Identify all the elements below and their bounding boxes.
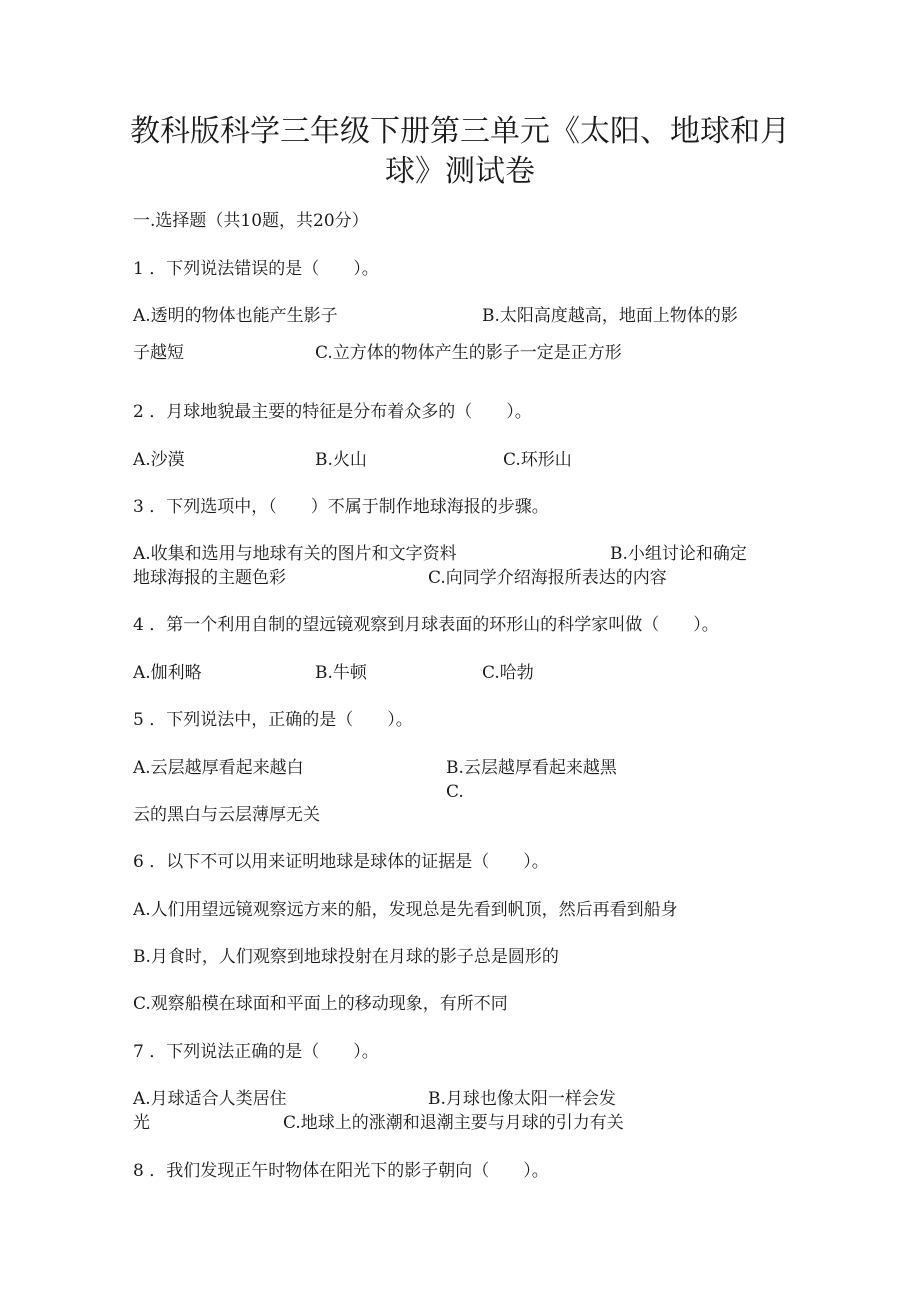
question-6-stem: 6 ．以下不可以用来证明地球是球体的证据是（ ）。 — [133, 852, 549, 872]
question-6-option-c: C.观察船模在球面和平面上的移动现象，有所不同 — [133, 994, 508, 1014]
question-7-option-b-cont: 光 — [133, 1113, 150, 1133]
question-7-option-c: C.地球上的涨潮和退潮主要与月球的引力有关 — [283, 1113, 624, 1133]
question-4-option-b: B.牛顿 — [315, 663, 367, 683]
question-6-option-b: B.月食时，人们观察到地球投射在月球的影子总是圆形的 — [133, 947, 559, 967]
question-1-option-b-cont: 子越短 — [133, 343, 184, 363]
question-2-stem: 2 ．月球地貌最主要的特征是分布着众多的（ ）。 — [133, 402, 532, 422]
question-8-stem: 8 ．我们发现正午时物体在阳光下的影子朝向（ ）。 — [133, 1161, 549, 1181]
question-4-stem: 4 ．第一个利用自制的望远镜观察到月球表面的环形山的科学家叫做（ ）。 — [133, 615, 719, 635]
question-3-option-c: C.向同学介绍海报所表达的内容 — [428, 568, 667, 588]
question-3-stem: 3 ．下列选项中，（ ）不属于制作地球海报的步骤。 — [133, 497, 549, 517]
question-3-option-b: B.小组讨论和确定 — [610, 544, 747, 564]
question-2-option-b: B.火山 — [315, 450, 367, 470]
question-2-option-c: C.环形山 — [503, 450, 572, 470]
question-5-stem: 5 ．下列说法中，正确的是（ ）。 — [133, 710, 413, 730]
question-1-option-c: C.立方体的物体产生的影子一定是正方形 — [315, 343, 622, 363]
title-line-1: 教科版科学三年级下册第三单元《太阳、地球和月 — [130, 114, 790, 149]
question-6-option-a: A.人们用望远镜观察远方来的船，发现总是先看到帆顶，然后再看到船身 — [133, 900, 678, 920]
question-1-option-b: B.太阳高度越高，地面上物体的影 — [482, 306, 738, 326]
question-4-option-a: A.伽利略 — [133, 663, 202, 683]
question-1-stem: 1 ．下列说法错误的是（ ）。 — [133, 259, 379, 279]
question-7-stem: 7 ．下列说法正确的是（ ）。 — [133, 1042, 379, 1062]
title-line-2: 球》测试卷 — [385, 154, 535, 189]
question-5-option-c: 云的黑白与云层薄厚无关 — [133, 805, 320, 825]
question-4-option-c: C.哈勃 — [482, 663, 534, 683]
question-1-option-a: A.透明的物体也能产生影子 — [133, 306, 338, 326]
section-heading: 一.选择题（共10题，共20分） — [133, 211, 369, 231]
question-7-option-a: A.月球适合人类居住 — [133, 1089, 287, 1109]
question-5-option-b: B.云层越厚看起来越黑 — [446, 758, 617, 778]
question-7-option-b: B.月球也像太阳一样会发 — [428, 1089, 616, 1109]
question-5-option-a: A.云层越厚看起来越白 — [133, 758, 304, 778]
question-3-option-b-cont: 地球海报的主题色彩 — [133, 568, 286, 588]
document-title — [130, 112, 790, 192]
question-5-option-c-label: C. — [446, 782, 464, 802]
question-2-option-a: A.沙漠 — [133, 450, 185, 470]
question-3-option-a: A.收集和选用与地球有关的图片和文字资料 — [133, 544, 457, 564]
